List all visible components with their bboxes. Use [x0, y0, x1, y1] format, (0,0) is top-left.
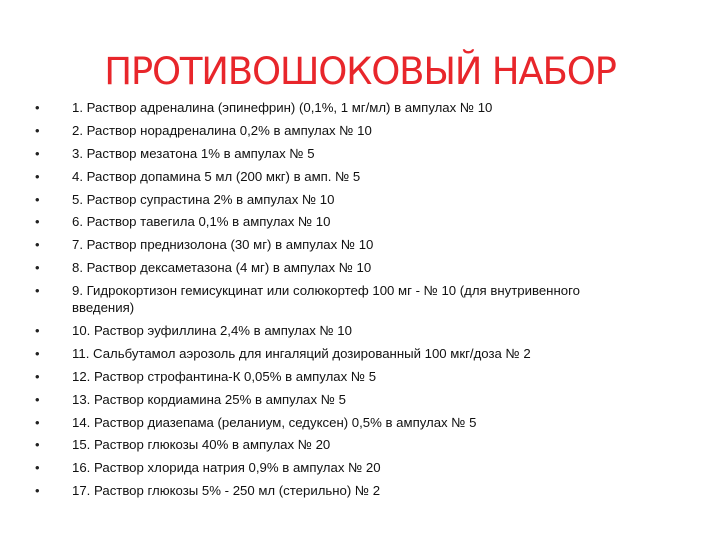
bullet-icon: • — [35, 323, 40, 339]
bullet-icon: • — [35, 283, 40, 299]
list-item-text: 12. Раствор строфантина-К 0,05% в ампулах № 5 — [72, 368, 377, 384]
list-item — [0, 345, 628, 362]
list-item — [0, 259, 628, 276]
list-item — [0, 213, 628, 230]
list-item — [0, 482, 628, 499]
bullet-list — [0, 99, 720, 505]
list-item-text: 5. Раствор супрастина 2% в ампулах № 10 — [72, 191, 335, 207]
list-item — [0, 436, 628, 453]
bullet-icon: • — [35, 168, 40, 184]
bullet-icon: • — [35, 214, 40, 230]
list-item — [0, 168, 628, 185]
list-item-text: 6. Раствор тавегила 0,1% в ампулах № 10 — [72, 214, 331, 230]
list-item-text: 8. Раствор дексаметазона (4 мг) в ампулах № 10 — [72, 260, 372, 276]
bullet-icon: • — [35, 437, 40, 453]
list-item-text: 9. Гидрокортизон гемисукцинат или солюкортеф 100 мг - № 10 (для внутривенного введения) — [72, 283, 580, 316]
bullet-icon: • — [35, 237, 40, 253]
list-item-text: 10. Раствор эуфиллина 2,4% в ампулах № 10 — [72, 323, 352, 339]
bullet-icon: • — [35, 391, 40, 407]
list-item-text: 4. Раствор допамина 5 мл (200 мкг) в амп. № 5 — [72, 168, 361, 184]
list-item-text: 13. Раствор кордиамина 25% в ампулах № 5 — [72, 391, 346, 407]
bullet-icon: • — [35, 368, 40, 384]
list-item — [0, 122, 628, 139]
list-item — [0, 459, 628, 476]
list-item — [0, 99, 628, 116]
list-item — [0, 391, 628, 408]
bullet-icon: • — [35, 460, 40, 476]
list-item — [0, 414, 628, 431]
bullet-icon: • — [35, 100, 40, 115]
bullet-icon: • — [35, 122, 40, 138]
slide-title: ПРОТИВОШОКОВЫЙ НАБОР — [104, 50, 616, 93]
list-item — [0, 191, 628, 208]
list-item — [0, 145, 628, 162]
list-item-text: 1. Раствор адреналина (эпинефрин) (0,1%, 1 мг/мл) в ампулах № 10 — [72, 100, 493, 115]
bullet-icon: • — [35, 345, 40, 361]
bullet-icon: • — [35, 145, 40, 161]
list-item-text: 7. Раствор преднизолона (30 мг) в ампулах № 10 — [72, 237, 374, 253]
list-item — [0, 322, 628, 339]
list-item-text: 2. Раствор норадреналина 0,2% в ампулах № 10 — [72, 122, 372, 138]
list-item-text: 16. Раствор хлорида натрия 0,9% в ампулах № 20 — [72, 460, 381, 476]
bullet-icon: • — [35, 191, 40, 207]
list-item-text: 11. Сальбутамол аэрозоль для ингаляций дозированный 100 мкг/доза № 2 — [72, 345, 531, 361]
list-item — [0, 236, 628, 253]
list-item-text: 17. Раствор глюкозы 5% - 250 мл (стерильно) № 2 — [72, 483, 381, 499]
list-item — [0, 282, 628, 316]
bullet-icon: • — [35, 414, 40, 430]
list-item-text: 14. Раствор диазепама (реланиум, седуксен) 0,5% в ампулах № 5 — [72, 414, 477, 430]
list-item — [0, 368, 628, 385]
list-item-text: 15. Раствор глюкозы 40% в ампулах № 20 — [72, 437, 331, 453]
bullet-icon: • — [35, 483, 40, 499]
bullet-icon: • — [35, 260, 40, 276]
list-item-text: 3. Раствор мезатона 1% в ампулах № 5 — [72, 145, 315, 161]
